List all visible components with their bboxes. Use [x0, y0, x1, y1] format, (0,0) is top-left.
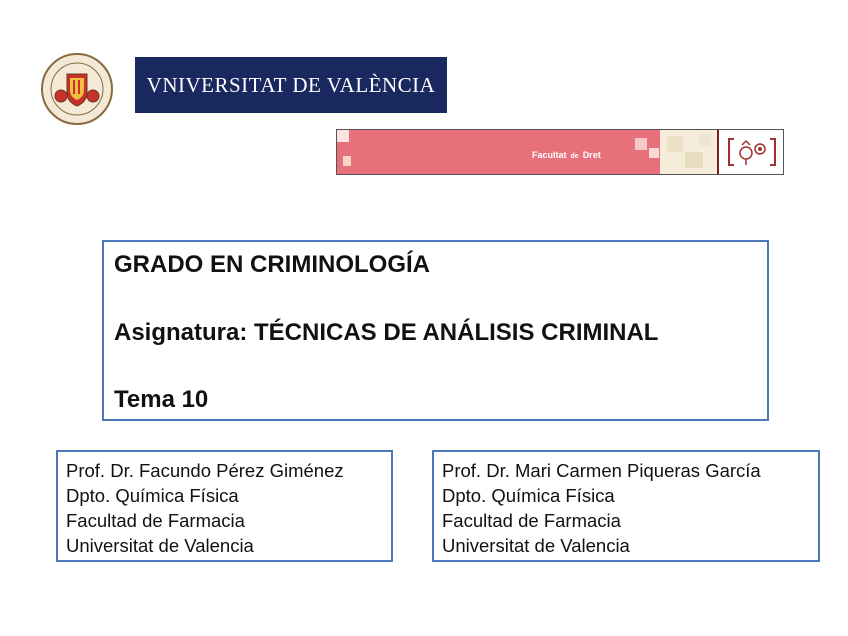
professor-department: Dpto. Química Física	[442, 485, 615, 506]
banner-square	[649, 148, 659, 158]
faculty-word: Facultat	[532, 150, 567, 160]
faculty-word: Dret	[582, 150, 601, 160]
banner-square	[667, 136, 683, 152]
course-title-box	[102, 240, 769, 421]
university-name: VNIVERSITAT DE VALÈNCIA	[146, 72, 436, 97]
professor-faculty: Facultad de Farmacia	[442, 510, 621, 531]
professor-card	[56, 450, 393, 562]
professor-university: Universitat de Valencia	[66, 535, 254, 556]
professor-department: Dpto. Química Física	[66, 485, 239, 506]
university-banner	[135, 57, 447, 113]
faculty-banner-divider	[717, 130, 719, 174]
professor-name: Prof. Dr. Facundo Pérez Giménez	[66, 460, 344, 481]
faculty-banner-red-band	[337, 130, 660, 174]
faculty-logo-icon	[724, 134, 780, 170]
faculty-banner	[336, 129, 784, 175]
banner-square	[685, 152, 703, 168]
faculty-name	[532, 150, 601, 160]
professor-name: Prof. Dr. Mari Carmen Piqueras García	[442, 460, 761, 481]
banner-square	[343, 156, 351, 166]
banner-square	[635, 138, 647, 150]
banner-square	[337, 130, 349, 142]
university-seal-icon	[40, 52, 114, 126]
faculty-word: de	[570, 153, 579, 160]
subject-title: Asignatura: TÉCNICAS DE ANÁLISIS CRIMINAL	[114, 319, 659, 346]
professor-card	[432, 450, 820, 562]
professor-university: Universitat de Valencia	[442, 535, 630, 556]
degree-title: GRADO EN CRIMINOLOGÍA	[114, 251, 430, 278]
professor-faculty: Facultad de Farmacia	[66, 510, 245, 531]
topic-title: Tema 10	[114, 386, 209, 413]
banner-square	[699, 134, 711, 146]
